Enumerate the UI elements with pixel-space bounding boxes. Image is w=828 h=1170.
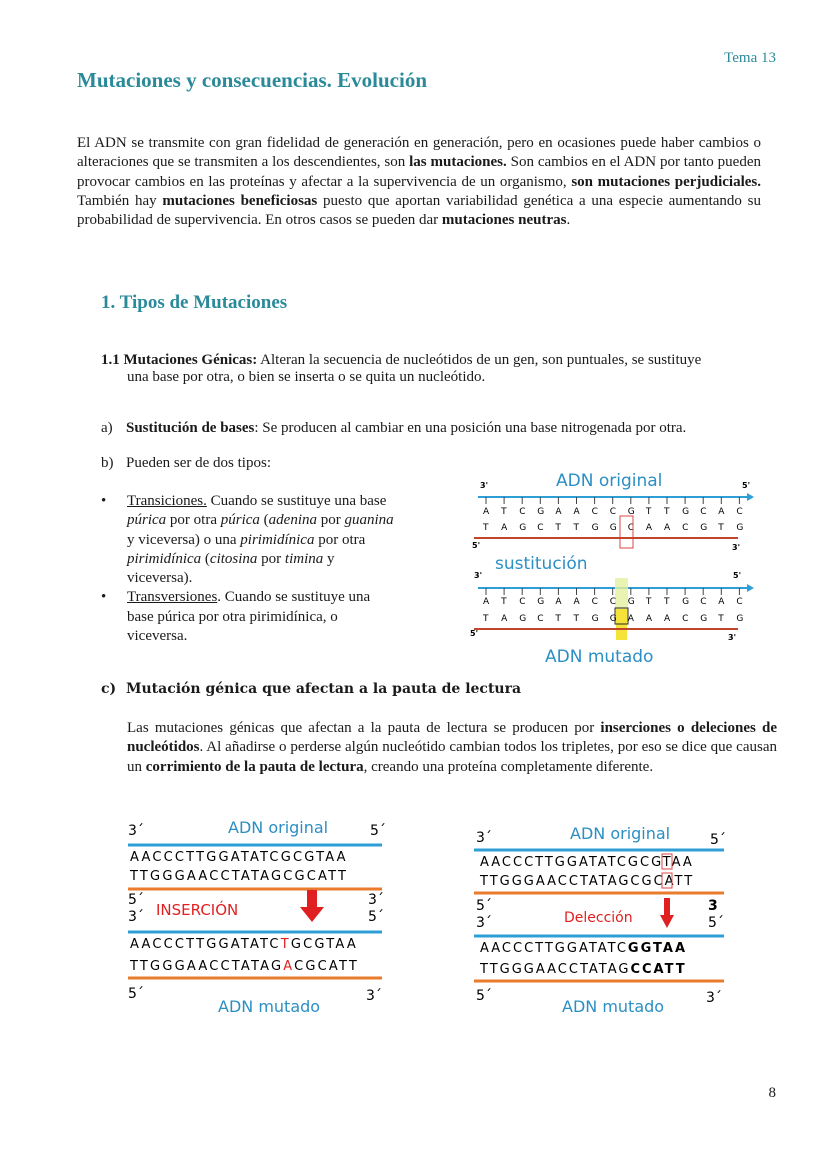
intro-paragraph: El ADN se transmite con gran fidelidad de generación en generación, pero en ocasiones puede haber cambios o alteraciones que se transmiten a los descendientes, son las mutaciones. Son cambios en el ADN por tanto pueden provocar cambios en las proteínas y afectar a la supervivencia de un organismo, son mutaciones perjudiciales. También hay mutaciones beneficiosas puesto que aportan variabilidad genética a una especie aumentando su probabilidad de supervivencia. En otros casos se pueden dar mutaciones neutras.	[77, 135, 761, 229]
sequence-top: AACCCTTGGATATCGCGTAA	[130, 850, 348, 865]
dna-base: A	[501, 523, 508, 533]
strand-arrow	[747, 584, 754, 592]
dna-base: G	[682, 507, 690, 517]
dna-base: C	[700, 597, 707, 607]
section-heading: 1. Tipos de Mutaciones	[101, 292, 288, 313]
svg-text:5´: 5´	[370, 823, 386, 839]
dna-base: A	[645, 523, 653, 533]
fig-sub-title-mutated: ADN mutado	[545, 647, 654, 666]
svg-text:5´: 5´	[368, 909, 384, 925]
dna-base: T	[483, 614, 489, 624]
dna-base: G	[591, 614, 599, 624]
dna-base: C	[591, 597, 598, 607]
dna-base: T	[718, 523, 724, 533]
dna-base: A	[718, 507, 725, 517]
sequence-bottom: TTGGGAACCTATAGCGCATT	[130, 869, 349, 884]
svg-text:5': 5'	[472, 541, 481, 550]
svg-text:3': 3'	[732, 543, 741, 552]
dna-base: A	[483, 597, 490, 607]
base-row	[482, 523, 743, 533]
dna-base: A	[664, 614, 671, 624]
dna-base: A	[627, 614, 634, 624]
svg-text:3´: 3´	[128, 823, 144, 839]
svg-text:3´: 3´	[368, 892, 384, 908]
dna-base: G	[591, 523, 599, 533]
sequence-top: AACCCTTGGATATCGCGTAA	[480, 855, 694, 870]
dna-base: T	[501, 597, 507, 607]
dna-base: T	[645, 597, 652, 607]
dna-base: A	[555, 597, 562, 607]
svg-text:5´: 5´	[708, 915, 724, 931]
dna-base: A	[483, 507, 490, 517]
item-a: a) Sustitución de bases: Se producen al cambiar en una posición una base nitrogenada por otra.	[101, 420, 687, 436]
svg-text:3´: 3´	[366, 988, 382, 1004]
svg-text:5': 5'	[742, 481, 751, 490]
svg-text:3´: 3´	[706, 990, 722, 1006]
dna-base: A	[555, 507, 562, 517]
dna-base: T	[573, 614, 579, 624]
dna-base: C	[700, 507, 707, 517]
mutation-type-bullets	[101, 492, 421, 646]
dna-base: C	[609, 597, 616, 607]
dna-base: G	[736, 614, 744, 624]
dna-base: A	[718, 597, 725, 607]
dna-base: G	[682, 597, 690, 607]
subsection-1-1: 1.1 Mutaciones Génicas: Alteran la secuencia de nucleótidos de un gen, son puntuales, se sustituye una base por otra, o bien se inserta o se quita un nucleótido.	[101, 352, 702, 385]
deletion-diagram	[468, 818, 728, 1028]
substitution-diagram	[466, 466, 766, 666]
svg-text:5': 5'	[470, 629, 479, 638]
svg-text:3´: 3´	[476, 915, 492, 931]
svg-text:3: 3	[708, 898, 718, 914]
item-c-heading: c) Mutación génica que afectan a la pauta de lectura	[101, 681, 522, 697]
base-row	[483, 507, 743, 517]
dna-base: T	[573, 523, 579, 533]
item-b: b) Pueden ser de dos tipos:	[101, 455, 271, 471]
dna-base: C	[682, 523, 689, 533]
page-title: Mutaciones y consecuencias. Evolución	[77, 68, 427, 92]
base-row	[483, 597, 743, 607]
dna-base: C	[519, 507, 526, 517]
bullet-transiciones: • Transiciones. Cuando se sustituye una base púrica por otra púrica (adenina por guanina y viceversa) o una pirimidínica por otra pirimidínica (citosina por timina y viceversa).	[101, 493, 394, 587]
dna-base: T	[718, 614, 724, 624]
dna-base: T	[645, 507, 652, 517]
fig-ins-title-mutated: ADN mutado	[218, 997, 321, 1016]
dna-base: A	[573, 597, 580, 607]
svg-text:3': 3'	[474, 571, 483, 580]
dna-base: A	[573, 507, 580, 517]
dna-base: G	[627, 597, 635, 607]
dna-base: C	[537, 523, 544, 533]
dna-base: C	[609, 507, 616, 517]
sequence-top: AACCCTTGGATATCGGTAA	[480, 941, 688, 956]
dna-base: T	[501, 507, 507, 517]
dna-base: G	[736, 523, 744, 533]
item-c-paragraph: Las mutaciones génicas que afectan a la pauta de lectura se producen por inserciones o deleciones de nucleótidos. Al añadirse o perderse algún nucleótido cambian todos los tripletes, por eso se dice que causan un corrimiento de la pauta de lectura, creando una proteína completamente diferente.	[127, 720, 777, 775]
dna-base: A	[664, 523, 671, 533]
svg-text:5´: 5´	[476, 898, 492, 914]
page-number: 8	[768, 1085, 776, 1101]
svg-text:3': 3'	[728, 633, 737, 642]
dna-base: G	[627, 507, 635, 517]
svg-text:5´: 5´	[476, 988, 492, 1004]
dna-base: G	[700, 614, 708, 624]
sequence-top: AACCCTTGGATATCTGCGTAA	[130, 937, 358, 952]
dna-base: G	[609, 523, 617, 533]
tick-group	[486, 497, 739, 504]
dna-base: C	[682, 614, 689, 624]
sequence-bottom: TTGGGAACCTATAGCGCATT	[480, 874, 695, 889]
svg-text:5´: 5´	[128, 986, 144, 1002]
strand-arrow	[747, 493, 754, 501]
base-row	[482, 614, 743, 624]
topic-label: Tema 13	[724, 50, 776, 66]
deletion-label: Delección	[564, 910, 633, 926]
dna-base: T	[483, 523, 489, 533]
dna-base: G	[537, 507, 545, 517]
dna-base: T	[664, 597, 670, 607]
sequence-bottom: TTGGGAACCTATAGACGCATT	[130, 959, 360, 974]
down-arrow-icon	[660, 898, 674, 928]
fig-sub-title-original: ADN original	[556, 471, 663, 491]
dna-base: T	[555, 523, 561, 533]
subsection-label: 1.1 Mutaciones Génicas:	[101, 352, 258, 368]
fig-del-title-original: ADN original	[570, 824, 671, 843]
dna-base: G	[609, 614, 617, 624]
svg-text:3´: 3´	[128, 909, 144, 925]
svg-text:5´: 5´	[128, 892, 144, 908]
dna-base: C	[591, 507, 598, 517]
svg-text:5´: 5´	[710, 832, 726, 848]
dna-base: G	[537, 597, 545, 607]
insertion-diagram	[120, 812, 410, 1022]
dna-base: T	[555, 614, 561, 624]
dna-base: A	[645, 614, 653, 624]
insertion-label: INSERCIÓN	[156, 901, 239, 919]
dna-base: C	[519, 597, 526, 607]
dna-base: C	[537, 614, 544, 624]
fig-ins-title-original: ADN original	[228, 818, 329, 837]
fig-del-title-mutated: ADN mutado	[562, 997, 665, 1016]
down-arrow-icon	[300, 890, 324, 922]
dna-base: C	[736, 597, 743, 607]
svg-text:5': 5'	[733, 571, 742, 580]
svg-text:3': 3'	[480, 481, 489, 490]
dna-base: G	[519, 523, 527, 533]
dna-base: C	[736, 507, 743, 517]
dna-base: G	[519, 614, 527, 624]
fig-sub-label: sustitución	[495, 554, 588, 574]
tick-group	[486, 588, 739, 595]
svg-text:3´: 3´	[476, 830, 492, 846]
dna-base: C	[627, 523, 635, 533]
dna-base: G	[700, 523, 708, 533]
bullet-transversiones: • Transversiones. Cuando se sustituye una base púrica por otra pirimidínica, o viceversa.	[101, 589, 371, 645]
dna-base: T	[664, 507, 670, 517]
dna-base: A	[501, 614, 508, 624]
sequence-bottom: TTGGGAACCTATAGCCATT	[480, 962, 687, 977]
